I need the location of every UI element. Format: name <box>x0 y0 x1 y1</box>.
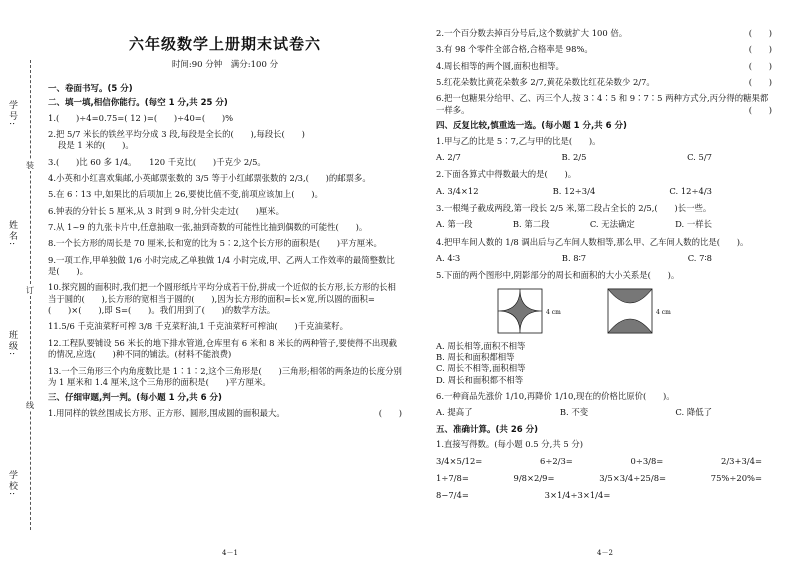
question-fill-4: 4.小英和小红喜欢集邮,小英邮票张数的 3/5 等于小红邮票张数的 2/3,( )的邮票多。 <box>48 173 371 184</box>
answer-paren: ( ) <box>748 44 772 55</box>
question-choice-2: 2.下面各算式中得数最大的是( )。 <box>436 169 577 180</box>
calc-item: 1÷7/8= <box>436 472 469 483</box>
answer-paren: ( ) <box>378 407 402 418</box>
student-id-field-label: 学号: <box>7 100 17 128</box>
choice-2-options <box>436 186 772 197</box>
question-fill-8: 8.一个长方形的周长是 70 厘米,长和宽的比为 5∶2,这个长方形的面积是( )平方厘米。 <box>48 238 382 249</box>
figure-side-label: 4 cm <box>546 308 561 316</box>
question-judge-3 <box>436 44 772 55</box>
question-judge-3-text: 3.有 98 个零件全部合格,合格率是 98%。 <box>436 44 593 55</box>
option: C. 7∶8 <box>687 252 712 263</box>
question-choice-5: 5.下面的两个图形中,阴影部分的周长和面积的大小关系是( )。 <box>436 270 680 281</box>
question-choice-3: 3.一根绳子截成两段,第一段长 2/5 米,第二段占全长的 2/5,( )长一些。 <box>436 202 712 213</box>
section-2-heading: 二、填一填,相信你能行。(每空 1 分,共 25 分) <box>48 98 228 109</box>
question-judge-6 <box>436 93 772 116</box>
option: C. 5/7 <box>687 151 712 162</box>
calc-item: 9/8×2/9= <box>513 472 555 483</box>
calc-item: 3×1/4÷3×1/4= <box>544 490 611 501</box>
question-fill-1: 1.( )÷4=0.75=( 12 )=( )÷40=( )% <box>48 112 234 123</box>
binding-mark-seal: 装 <box>26 161 34 170</box>
section-5-subheading: 1.直接写得数。(每小题 0.5 分,共 5 分) <box>436 439 583 450</box>
page-number-right: 4－2 <box>597 548 613 557</box>
question-choice-1: 1.甲与乙的比是 5∶7,乙与甲的比是( )。 <box>436 135 601 146</box>
exam-subtitle: 时间:90 分钟 满分:100 分 <box>171 60 279 71</box>
question-judge-4 <box>436 61 772 72</box>
option: B. 第二段 <box>512 219 550 230</box>
question-choice-4: 4.把甲车间人数的 1/8 调出后与乙车间人数相等,那么甲、乙车间人数的比是( )。 <box>436 236 749 247</box>
option: B. 8∶7 <box>561 252 587 263</box>
option: A. 提高了 <box>436 407 473 418</box>
option: C. 12÷4/3 <box>669 185 712 196</box>
option: C. 周长不相等,面积相等 <box>436 363 526 374</box>
question-judge-4-text: 4.周长相等的两个圆,面积也相等。 <box>436 60 564 71</box>
name-field-label: 姓名: <box>7 220 17 248</box>
answer-paren: ( ) <box>748 60 772 71</box>
answer-paren: ( ) <box>748 104 772 115</box>
question-fill-2a: 2.把 5/7 米长的铁丝平均分成 3 段,每段是全长的( ),每段长( ) <box>48 129 305 139</box>
question-fill-3: 3.( )比 60 多 1/4。 120 千克比( )千克少 2/5。 <box>48 156 266 167</box>
calc-item: 3/4×5/12= <box>436 455 483 466</box>
choice-5-options <box>436 341 772 386</box>
figure-side-label: 4 cm <box>656 308 671 316</box>
calc-item: 2/3+3/4= <box>720 455 762 466</box>
question-judge-2-text: 2.一个百分数去掉百分号后,这个数就扩大 100 倍。 <box>436 28 628 38</box>
question-fill-2b: 段是 1 米的( )。 <box>58 140 134 151</box>
question-judge-2 <box>436 28 772 39</box>
answer-paren: ( ) <box>748 77 772 88</box>
calc-row <box>436 456 772 467</box>
option: A. 周长相等,面积不相等 <box>436 340 526 351</box>
section-4-heading: 四、反复比较,慎重选一选。(每小题 1 分,共 6 分) <box>436 121 627 132</box>
question-fill-10: 10.探究圆的面积时,我们把一个圆形纸片平均分成若干份,拼成一个近似的长方形,长方形的长相当于圆的( ),长方形的宽相当于圆的( ),因为长方形的面积=长×宽,所以圆的面积=( )×( ),即 S=( )。我们用到了( )的数学方法。 <box>48 282 396 316</box>
class-field-label: 班级: <box>7 330 17 358</box>
question-judge-6-text: 6.把一包糖果分给甲、乙、丙三个人,按 3∶4∶5 和 9∶7∶5 两种方式分,丙分得的糖果都一样多。 <box>436 93 769 115</box>
choice-5-figures <box>496 287 772 335</box>
page-left <box>44 0 416 564</box>
question-judge-5 <box>436 77 772 88</box>
option: B. 不变 <box>559 407 589 418</box>
calc-item: 0÷3/8= <box>630 455 664 466</box>
choice-1-options <box>436 152 772 163</box>
choice-4-options <box>436 253 772 264</box>
question-fill-11: 11.5/6 千克油菜籽可榨 3/8 千克菜籽油,1 千克油菜籽可榨油( )千克油菜籽。 <box>48 321 348 332</box>
question-fill-13: 13.一个三角形三个内角度数比是 1∶1∶2,这个三角形是( )三角形;相邻的两条边的长度分别为 1 厘米和 1.4 厘米,这个三角形的面积是( )平方厘米。 <box>48 365 402 387</box>
square-four-arcs-figure <box>496 287 576 335</box>
question-choice-6: 6.一种商品先涨价 1/10,再降价 1/10,现在的价格比原价( )。 <box>436 391 675 401</box>
calc-item: 75%÷20%= <box>710 472 762 483</box>
calc-item: 8−7/4= <box>436 490 469 501</box>
section-5-heading: 五、准确计算。(共 26 分) <box>436 424 539 435</box>
square-two-arcs-figure <box>606 287 686 335</box>
binding-mark-order: 订 <box>26 286 34 295</box>
exam-title: 六年级数学上册期末试卷六 <box>128 35 321 53</box>
calc-row <box>436 473 772 484</box>
section-3-heading: 三、仔细审题,判一判。(每小题 1 分,共 6 分) <box>48 393 222 404</box>
option: B. 12÷3/4 <box>552 185 596 196</box>
option: A. 3/4×12 <box>436 185 479 196</box>
question-fill-6: 6.钟表的分针长 5 厘米,从 3 时到 9 时,分针尖走过( )厘米。 <box>48 205 285 216</box>
calc-item: 3/5×3/4÷25/8= <box>599 472 667 483</box>
option: B. 2/5 <box>561 151 587 162</box>
question-fill-7: 7.从 1~9 的九张卡片中,任意抽取一张,抽到奇数的可能性比抽到偶数的可能性( )。 <box>48 222 368 233</box>
option: C. 无法确定 <box>589 219 635 230</box>
school-field-label: 学校: <box>7 470 17 498</box>
binding-mark-line: 线 <box>26 401 34 410</box>
question-fill-12: 12.工程队要铺设 56 米长的地下排水管道,仓库里有 6 米和 8 米长的两种管子,要使得不出现截的情况,应选( )种不同的铺法。(材料不能浪费) <box>48 337 398 360</box>
option: D. 一样长 <box>675 219 712 230</box>
option: D. 周长和面积都不相等 <box>436 374 524 385</box>
calc-item: 6÷2/3= <box>539 455 573 466</box>
option: B. 周长和面积都相等 <box>436 351 515 362</box>
section-1-heading: 一、卷面书写。(5 分) <box>48 83 133 94</box>
choice-3-options <box>436 219 772 230</box>
option: A. 4∶3 <box>436 252 461 263</box>
question-judge-1-text: 1.用同样的铁丝围成长方形、正方形、圆形,围成圆的面积最大。 <box>48 407 285 418</box>
page-right <box>424 0 786 564</box>
page-number-left: 4－1 <box>222 548 238 557</box>
question-fill-5: 5.在 6∶13 中,如果比的后项加上 26,要使比值不变,前项应该加上( )。 <box>48 189 323 200</box>
question-judge-5-text: 5.红花朵数比黄花朵数多 2/7,黄花朵数比红花朵数少 2/7。 <box>436 77 655 88</box>
option: A. 2/7 <box>436 151 461 162</box>
answer-paren: ( ) <box>748 28 772 38</box>
binding-margin <box>0 0 44 564</box>
choice-6-options <box>436 407 772 418</box>
question-judge-1 <box>48 408 402 419</box>
option: C. 降低了 <box>675 407 712 418</box>
calc-row <box>436 490 772 501</box>
question-fill-9: 9.一项工作,甲单独做 1/6 小时完成,乙单独做 1/4 小时完成,甲、乙两人工作效率的最简整数比是( )。 <box>48 254 395 277</box>
option: A. 第一段 <box>436 219 473 230</box>
